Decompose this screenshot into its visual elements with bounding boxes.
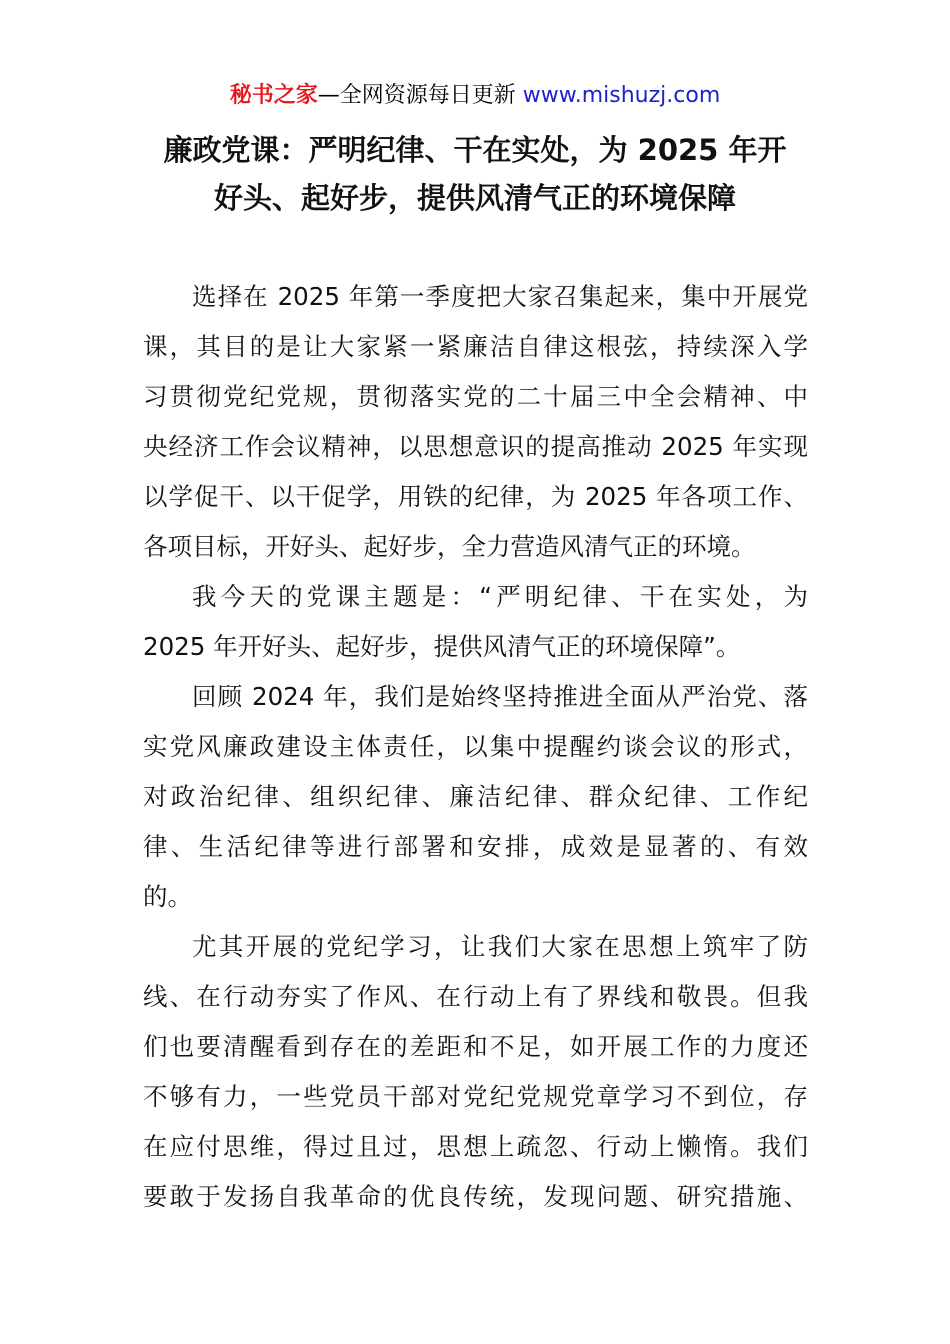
paragraph-2	[143, 572, 808, 672]
title-line-1: 廉政党课：严明纪律、干在实处，为 2025 年开	[163, 133, 787, 167]
paragraph-3	[143, 672, 808, 922]
paragraph-line: 央经济工作会议精神，以思想意识的提高推动 2025 年实现	[143, 432, 808, 461]
paragraph-1	[143, 272, 808, 572]
paragraph-line: 实党风廉政建设主体责任，以集中提醒约谈会议的形式，	[143, 732, 808, 761]
paragraph-4	[143, 922, 808, 1222]
brand-name: 秘书之家	[229, 83, 318, 108]
paragraph-line: 尤其开展的党纪学习，让我们大家在思想上筑牢了防	[192, 932, 808, 961]
title-line-2: 好头、起好步，提供风清气正的环境保障	[213, 181, 736, 215]
paragraph-line: 回顾 2024 年，我们是始终坚持推进全面从严治党、落	[192, 682, 808, 711]
paragraph-line: 课，其目的是让大家紧一紧廉洁自律这根弦，持续深入学	[143, 332, 808, 361]
paragraph-line: 线、在行动夯实了作风、在行动上有了界线和敬畏。但我	[143, 982, 808, 1011]
paragraph-line: 习贯彻党纪党规，贯彻落实党的二十届三中全会精神、中	[143, 382, 808, 411]
paragraph-line: 不够有力，一些党员干部对党纪党规党章学习不到位，存	[143, 1082, 808, 1111]
paragraph-line: 要敢于发扬自我革命的优良传统，发现问题、研究措施、	[143, 1182, 808, 1211]
site-header	[0, 80, 950, 112]
header-tagline: —全网资源每日更新	[317, 83, 523, 108]
document-title	[100, 126, 850, 222]
document-body	[143, 272, 808, 1222]
paragraph-line: 我今天的党课主题是：“严明纪律、干在实处，为	[192, 582, 808, 611]
paragraph-line: 2025 年开好头、起好步，提供风清气正的环境保障”。	[143, 632, 741, 661]
paragraph-line: 在应付思维，得过且过，思想上疏忽、行动上懒惰。我们	[143, 1132, 808, 1161]
paragraph-line: 对政治纪律、组织纪律、廉洁纪律、群众纪律、工作纪	[143, 782, 808, 811]
paragraph-line: 以学促干、以干促学，用铁的纪律，为 2025 年各项工作、	[143, 482, 808, 511]
site-url-link[interactable]: www.mishuzj.com	[522, 83, 721, 108]
paragraph-line: 各项目标，开好头、起好步，全力营造风清气正的环境。	[143, 532, 756, 561]
paragraph-line: 选择在 2025 年第一季度把大家召集起来，集中开展党	[192, 282, 808, 311]
paragraph-line: 律、生活纪律等进行部署和安排，成效是显著的、有效	[143, 832, 808, 861]
paragraph-line: 们也要清醒看到存在的差距和不足，如开展工作的力度还	[143, 1032, 808, 1061]
paragraph-line: 的。	[143, 882, 192, 911]
